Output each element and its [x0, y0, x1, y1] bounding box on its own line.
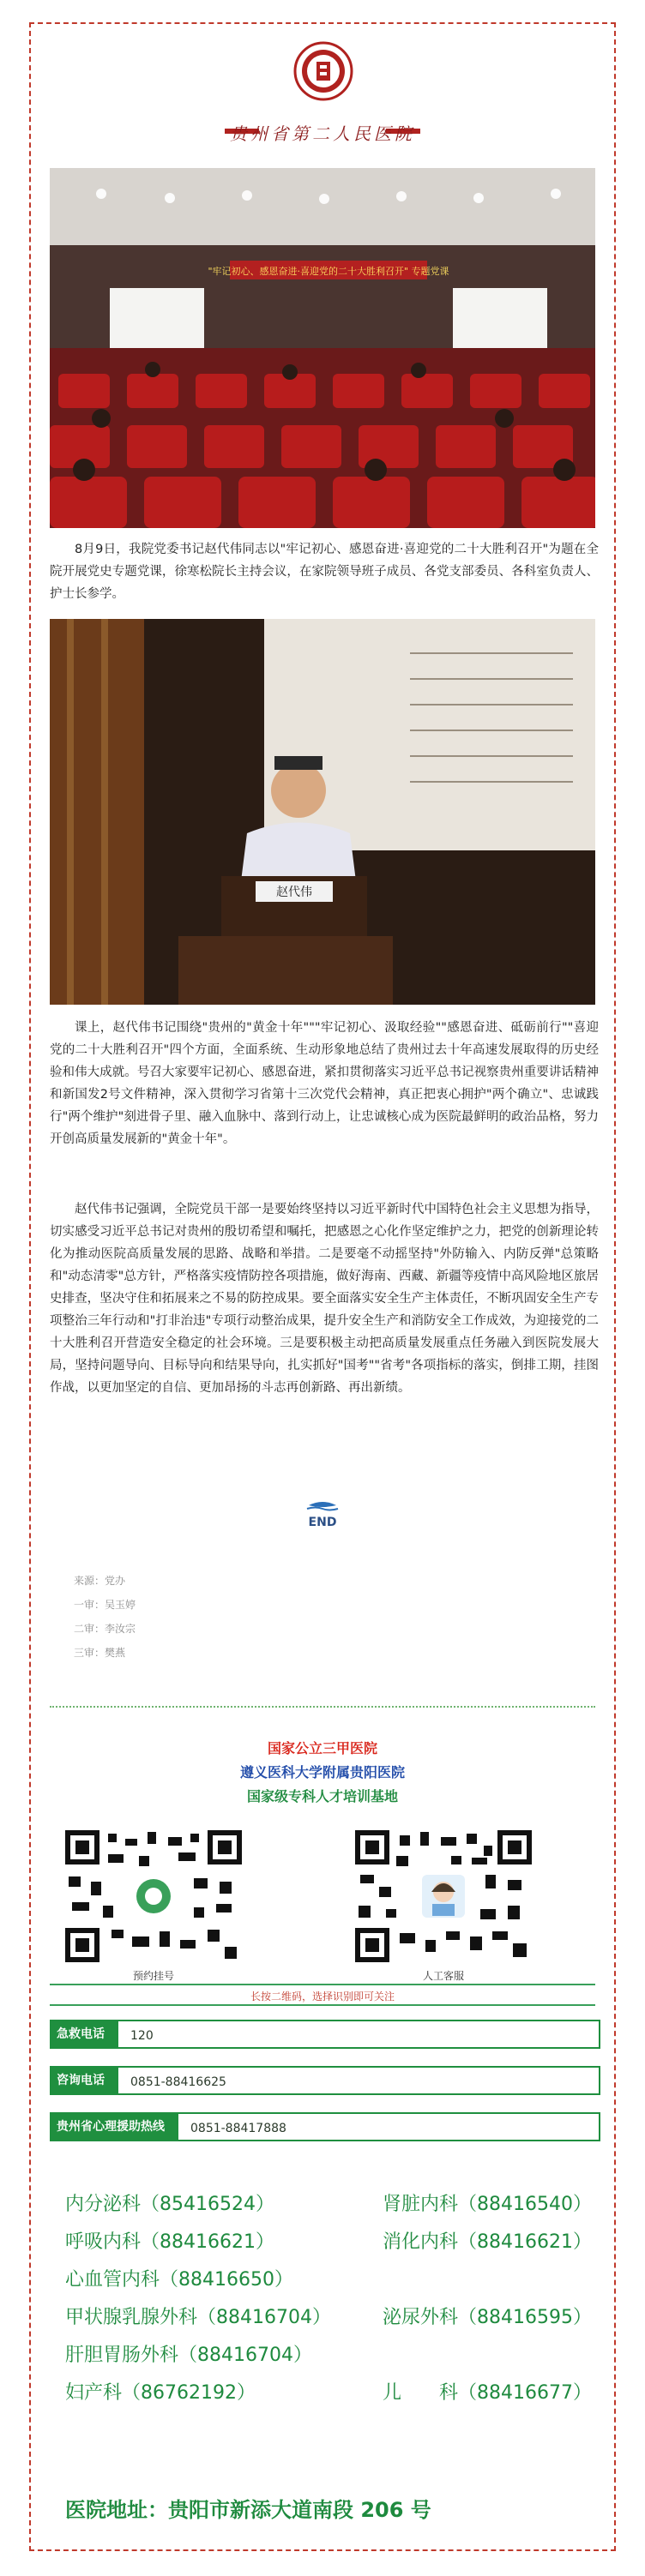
dept-urology: 泌尿外科（88416595）	[383, 2307, 592, 2328]
hotline-consult-number[interactable]: 0851-88416625	[118, 2066, 600, 2095]
photo-speaker	[50, 619, 595, 1005]
hospital-name: 贵州省第二人民医院	[230, 123, 415, 144]
dept-obstetrics-gynecology: 妇产科（86762192）	[65, 2382, 256, 2404]
hotline-emergency-number[interactable]: 120	[118, 2020, 600, 2049]
qr-customer-service-label: 人工客服	[422, 1970, 464, 1982]
article-paragraph-3: 赵代伟书记强调，全院党员干部一是要始终坚持以习近平新时代中国特色社会主义思想为指导，切实感受习近平总书记对贵州的殷切希望和嘱托，把感恩之心化作坚定维护之力，把党的创新理论转化为推动医院高质量发展的思路、战略和举措。二是要毫不动摇坚持"外防输入、内防反弹"总策略和"动态清零"总方针，严格落实疫情防控各项措施，做好海南、西藏、新疆等疫情中高风险地区旅居史排查，坚决守住和拓展来之不易的防控成果。要全面落实安全生产主体责任，不断巩固安全生产专项整治三年行动和"打非治违"专项行动整治成果，提升安全生产和消防安全工作成效，为迎接党的二十大胜利召开营造安全稳定的社会环境。三是要积极主动把高质量发展重点任务融入到医院发展大局，坚持问题导向、目标导向和结果导向，扎实抓好"国考""省考"各项指标的落实，倒排工期，挂图作战，以更加坚定的自信、更加昂扬的斗志再创新路、再出新绩。	[50, 1203, 599, 1395]
hotline-consult	[50, 2066, 600, 2095]
qr-appointment[interactable]	[65, 1830, 242, 1962]
qr-hint-bar-bottom	[50, 2004, 595, 2006]
footer-divider	[50, 1706, 595, 1708]
hotline-psych-aid-label: 贵州省心理援助热线	[50, 2112, 178, 2141]
article-paragraph-2: 课上，赵代伟书记围绕"贵州的"黄金十年"""牢记初心、汲取经验""感恩奋进、砥砺前行""喜迎党的二十大胜利召开"四个方面，全面系统、生动形象地总结了贵州过去十年高速发展取得的历史经验和伟大成就。号召大家要牢记初心、感恩奋进，紧扣贯彻落实习近平总书记视察贵州重要讲话精神和新国发2号文件精神，深入贯彻学习省第十三次党代会精神，真正把衷心拥护"两个确立"、忠诚践行"两个维护"刻进骨子里、融入血脉中、落到行动上，让忠诚核心成为医院最鲜明的政治品格，努力开创高质量发展新的"黄金十年"。	[50, 1021, 599, 1146]
dept-respiratory: 呼吸内科（88416621）	[65, 2231, 274, 2253]
hotline-emergency-label: 急救电话	[50, 2020, 118, 2049]
qr-hint: 长按二维码，选择识别即可关注	[250, 1991, 395, 2003]
title-affiliation: 遵义医科大学附属贵阳医院	[239, 1764, 405, 1780]
qr-appointment-label: 预约挂号	[132, 1970, 174, 1982]
end-mark	[292, 1498, 353, 1529]
credit-third-review: 三审：樊燕	[74, 1647, 126, 1659]
dept-nephrology: 肾脏内科（88416540）	[383, 2194, 592, 2215]
dept-endocrinology: 内分泌科（85416524）	[65, 2194, 274, 2215]
hotline-psych-aid-number[interactable]: 0851-88417888	[178, 2112, 600, 2141]
boat-icon	[292, 1498, 353, 1516]
photo-auditorium	[50, 168, 595, 528]
dept-pediatrics: 儿 科（88416677）	[383, 2382, 592, 2404]
end-label: END	[308, 1516, 337, 1529]
qr-hint-bar-top	[50, 1984, 595, 1985]
credit-first-review: 一审：吴玉婷	[74, 1599, 136, 1611]
hospital-banner	[0, 120, 645, 142]
photo-banner-text: "牢记初心、感恩奋进·喜迎党的二十大胜利召开" 专题党课	[208, 266, 449, 277]
credits	[74, 1569, 136, 1665]
hotline-psych-aid	[50, 2112, 600, 2141]
dept-hepatobiliary-gi-surgery: 肝胆胃肠外科（88416704）	[65, 2345, 312, 2366]
dept-thyroid-breast-surgery: 甲状腺乳腺外科（88416704）	[65, 2307, 331, 2328]
hospital-address: 医院地址：贵阳市新添大道南段 206 号	[65, 2498, 431, 2522]
hotline-emergency	[50, 2020, 600, 2049]
footer-titles	[0, 1737, 645, 1809]
title-tertiary-hospital: 国家公立三甲医院	[267, 1740, 377, 1756]
dept-cardiology: 心血管内科（88416650）	[65, 2269, 293, 2291]
qr-customer-service[interactable]	[355, 1830, 532, 1962]
credit-second-review: 二审：李汝宗	[74, 1623, 136, 1635]
title-training-base: 国家级专科人才培训基地	[246, 1788, 398, 1804]
hospital-seal-icon	[293, 41, 353, 101]
hotline-consult-label: 咨询电话	[50, 2066, 118, 2095]
credit-source: 来源：党办	[74, 1575, 126, 1587]
article-paragraph-1: 8月9日，我院党委书记赵代伟同志以"牢记初心、感恩奋进·喜迎党的二十大胜利召开"为题在全院开展党史专题党课，徐寒松院长主持会议，在家院领导班子成员、各党支部委员、各科室负责人、护士长参学。	[50, 543, 599, 601]
dept-gastroenterology: 消化内科（88416621）	[383, 2231, 592, 2253]
name-plate-text: 赵代伟	[276, 886, 312, 899]
